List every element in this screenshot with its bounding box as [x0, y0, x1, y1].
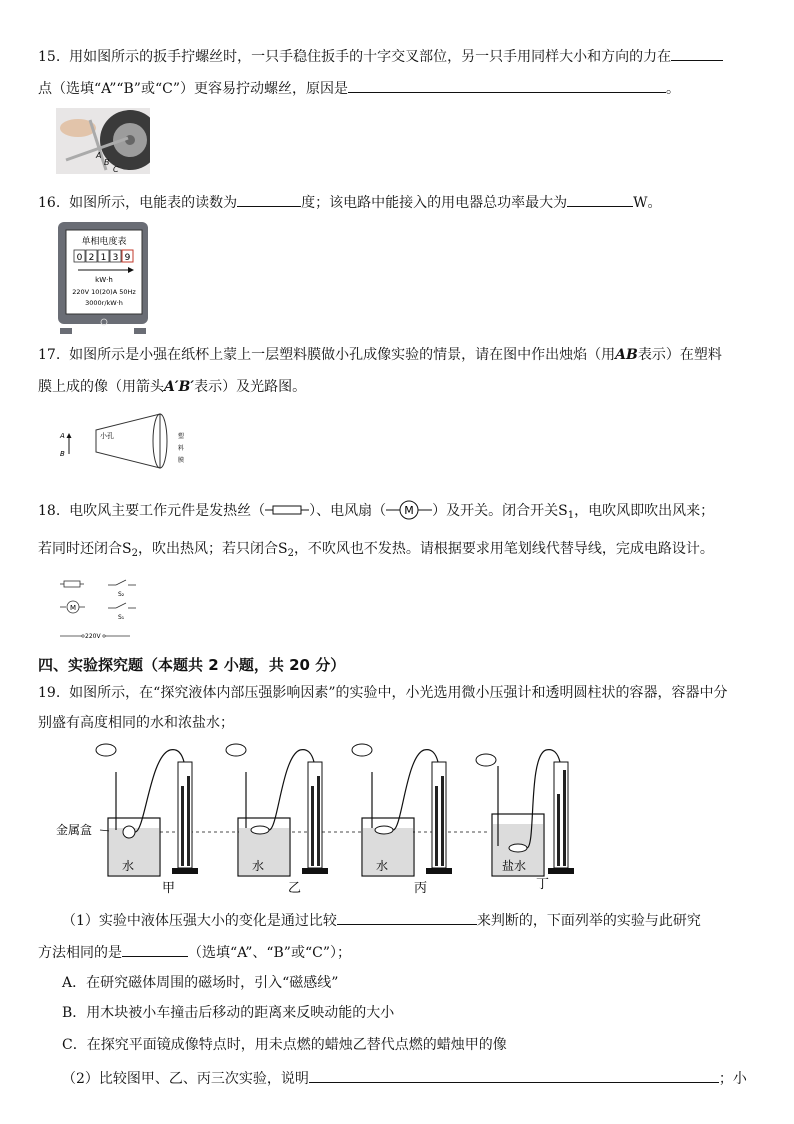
q19-number: 19. — [38, 685, 61, 701]
q19-line-2 — [38, 714, 234, 732]
setup-yi — [226, 744, 328, 896]
hand-icon — [226, 744, 246, 756]
u-tube-left-column — [435, 786, 438, 866]
meter-digit: 2 — [88, 253, 95, 263]
metal-box-icon — [375, 826, 393, 834]
q16-blank-1[interactable] — [237, 192, 301, 207]
meter-digit: 3 — [112, 253, 119, 263]
q16-text-a: 如图所示，电能表的读数为 — [69, 195, 238, 211]
metal-box-icon — [509, 844, 527, 852]
q16-text-b: 度；该电路中能接入的用电器总功率最大为 — [301, 195, 568, 211]
meter-spec-2: 3000r/kW·h — [85, 299, 123, 307]
q18-s1-letter: S — [558, 503, 568, 519]
circuit-s1-label: S₁ — [118, 614, 125, 621]
q19-text-2: 别盛有高度相同的水和浓盐水； — [38, 715, 234, 731]
q18-line-1 — [38, 500, 714, 525]
section-4-heading: 四、实验探究题（本题共 2 小题，共 20 分） — [38, 656, 346, 674]
q16-number: 16. — [38, 195, 61, 211]
q17-text-2b: 表示）及光路图。 — [194, 379, 307, 395]
circuit-voltage-label: 220V — [85, 633, 101, 640]
u-tube-base — [172, 868, 198, 874]
q15-text-1: 用如图所示的扳手拧螺丝时，一只手稳住扳手的十字交叉部位，另一只手用同样大小和方向的力在 — [69, 49, 672, 65]
q19-part1-text-b: 来判断的，下面列举的实验与此研究 — [476, 913, 701, 929]
caption: 丁 — [536, 877, 550, 892]
q19-part1-blank-2[interactable] — [122, 942, 188, 957]
hand-icon — [96, 744, 116, 756]
rubber-tube — [393, 750, 438, 830]
q19-part2-text-b: ；小 — [718, 1071, 747, 1087]
rubber-tube — [269, 750, 314, 830]
q19-option-c: C．在探究平面镜成像特点时，用未点燃的蜡烛乙替代点燃的蜡烛甲的像 — [62, 1037, 507, 1053]
film-label-2: 料 — [178, 445, 185, 452]
q18-text-7: ，不吹风也不发热。请根据要求用笔划线代替导线，完成电路设计。 — [293, 541, 714, 557]
meter-foot-left — [60, 328, 72, 334]
film-label-3: 膜 — [178, 457, 185, 464]
q16-blank-2[interactable] — [567, 192, 633, 207]
hand-icon — [352, 744, 372, 756]
q19-text-1: 如图所示，在“探究液体内部压强影响因素”的实验中，小光选用微小压强计和透明圆柱状的容器，容器中分 — [69, 685, 728, 701]
meter-digit: 9 — [124, 253, 131, 263]
candle-label-a: A — [60, 432, 65, 440]
liquid-label: 水 — [122, 859, 135, 873]
q15-line-2 — [38, 78, 680, 98]
circuit-switch-s2-icon — [116, 580, 126, 585]
q19-part2-blank[interactable] — [309, 1068, 719, 1083]
q18-s1-sub: 1 — [567, 510, 575, 521]
q16-text-c: W。 — [633, 195, 662, 211]
metal-box-icon — [123, 826, 135, 838]
q17-number: 17. — [38, 347, 61, 363]
q18-text-4: ，电吹风即吹出风来； — [574, 503, 715, 519]
q18-s2b-letter: S — [277, 541, 288, 557]
q15-line-1 — [38, 46, 723, 66]
wrench-label-c: C — [113, 165, 119, 174]
q18-s2-sub: 2 — [131, 548, 138, 559]
motor-icon — [386, 500, 432, 520]
q17-text-2a: 膜上成的像（用箭头 — [38, 379, 164, 395]
meter-spec-1: 220V 10(20)A 50Hz — [72, 288, 136, 296]
wrench-figure — [56, 108, 150, 174]
q15-blank-2[interactable] — [348, 78, 666, 93]
q19-part1-text-c: 方法相同的是 — [38, 945, 122, 961]
q19-part2-line — [62, 1068, 747, 1088]
circuit-figure — [58, 576, 148, 642]
candle-arrow-head-icon — [67, 433, 72, 438]
q15-text-2: 点（选填“A”“B”或“C”）更容易拧动螺丝，原因是 — [38, 81, 348, 97]
q19-part1-line-1 — [62, 910, 701, 930]
q18-number: 18. — [38, 503, 61, 519]
film-label-1: 塑 — [178, 433, 185, 440]
u-tube-right-column — [317, 776, 320, 866]
meter-foot-right — [134, 328, 146, 334]
q19-option-a: A．在研究磁体周围的磁场时，引入“磁感线” — [62, 975, 339, 991]
q18-text-1: 电吹风主要工作元件是发热丝（ — [69, 503, 266, 519]
meter-digits — [74, 250, 133, 263]
u-tube-left-column — [557, 794, 560, 866]
meter-digit: 1 — [100, 253, 107, 263]
setup-bing — [352, 744, 452, 896]
q17-text-1b: 表示）在塑料 — [637, 347, 722, 363]
q19-part1-blank-1[interactable] — [337, 910, 477, 925]
circuit-resistor-icon — [64, 581, 80, 587]
q18-line-2 — [38, 540, 714, 563]
q18-text-5: 若同时还闭合 — [38, 541, 122, 557]
caption: 甲 — [162, 881, 176, 896]
u-tube-base — [548, 868, 574, 874]
circuit-motor-letter: M — [69, 604, 77, 612]
q19-part1-line-2 — [38, 942, 351, 962]
q18-s2-letter: S — [122, 541, 132, 557]
liquid-label: 水 — [252, 859, 265, 873]
q15-blank-1[interactable] — [671, 46, 723, 61]
u-tube-right-column — [563, 770, 566, 866]
paper-cup-outline — [96, 414, 160, 468]
q17-line-1 — [38, 346, 722, 364]
u-tube-base — [426, 868, 452, 874]
q19-part2-text-a: （2）比较图甲、乙、丙三次实验，说明 — [62, 1071, 309, 1087]
motor-letter: M — [404, 504, 414, 517]
circuit-switch-s1-icon — [116, 603, 126, 608]
u-tube-left-column — [311, 786, 314, 866]
q19-option-b: B．用木块被小车撞击后移动的距离来反映动能的大小 — [62, 1005, 395, 1021]
q18-text-6: ，吹出热风；若只闭合 — [137, 541, 278, 557]
liquid-label: 水 — [376, 859, 389, 873]
metal-box-icon — [251, 826, 269, 834]
setup-ding — [476, 750, 574, 892]
q17-apbp: A′B′ — [164, 379, 195, 395]
caption: 丙 — [414, 881, 428, 896]
circuit-s2-label: S₂ — [118, 591, 125, 598]
q18-s2b-sub: 2 — [287, 548, 294, 559]
q17-ab: AB — [615, 347, 638, 363]
q19-part1-text-a: （1）实验中液体压强大小的变化是通过比较 — [62, 913, 337, 929]
resistor-icon — [265, 503, 309, 517]
meter-digit: 0 — [76, 253, 83, 263]
u-tube-right-column — [441, 776, 444, 866]
q18-text-2: ）、电风扇（ — [309, 503, 387, 519]
pinhole-figure — [56, 408, 206, 474]
q19-part1-text-d: （选填“A”、“B”或“C”）； — [188, 945, 351, 961]
pinhole-label: 小孔 — [100, 432, 114, 440]
meter-unit: kW·h — [95, 276, 113, 284]
electric-meter-figure — [56, 220, 152, 336]
candle-label-b: B — [60, 450, 65, 458]
q17-text-1a: 如图所示是小强在纸杯上蒙上一层塑料膜做小孔成像实验的情景，请在图中作出烛焰（用 — [69, 347, 616, 363]
q15-period: 。 — [666, 81, 680, 97]
metal-box-label: 金属盒 — [56, 823, 93, 837]
u-tube-base — [302, 868, 328, 874]
liquid-label: 盐水 — [502, 859, 527, 873]
pressure-experiment-figure — [50, 736, 590, 896]
hand-icon — [476, 754, 496, 766]
q15-number: 15. — [38, 49, 61, 65]
q16-line — [38, 192, 662, 212]
u-tube-right-column — [187, 776, 190, 866]
setup-jia — [96, 744, 198, 896]
wrench-label-b: B — [104, 158, 110, 167]
q18-text-3: ）及开关。闭合开关 — [432, 503, 559, 519]
meter-title: 单相电度表 — [81, 237, 127, 247]
q17-line-2 — [38, 378, 306, 396]
q19-line-1 — [38, 684, 727, 702]
caption: 乙 — [288, 881, 302, 896]
wrench-label-a: A — [96, 151, 102, 160]
u-tube-left-column — [181, 786, 184, 866]
